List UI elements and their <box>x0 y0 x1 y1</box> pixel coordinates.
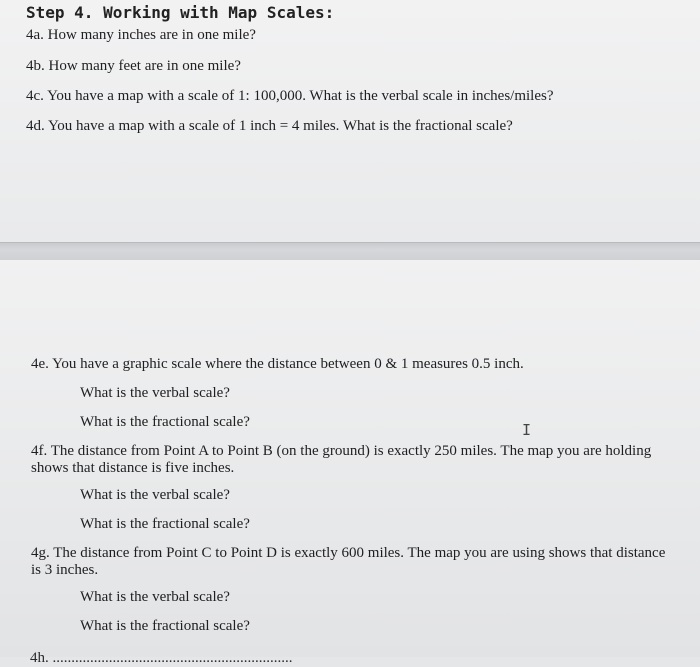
question-4f-verbal: What is the verbal scale? <box>80 487 230 503</box>
question-4b: 4b. How many feet are in one mile? <box>26 58 241 74</box>
question-4f: 4f. The distance from Point A to Point B (on the ground) is exactly 250 miles. The map you are holding shows that distance is five inches. <box>31 443 652 476</box>
question-4d: 4d. You have a map with a scale of 1 inch = 4 miles. What is the fractional scale? <box>26 118 513 134</box>
question-4a: 4a. How many inches are in one mile? <box>26 27 256 43</box>
question-4e-verbal: What is the verbal scale? <box>80 385 230 401</box>
question-4f-fractional: What is the fractional scale? <box>80 516 250 532</box>
panel-divider <box>0 242 700 262</box>
question-4g-verbal: What is the verbal scale? <box>80 589 230 605</box>
cut-off-next-line <box>0 648 700 666</box>
text-cursor-icon: I <box>522 421 532 439</box>
question-4c: 4c. You have a map with a scale of 1: 100,000. What is the verbal scale in inches/miles? <box>26 88 554 104</box>
step-title: Step 4. Working with Map Scales: <box>26 3 335 22</box>
cut-off-text: 4h. ................................................................ <box>30 650 293 666</box>
question-4e-fractional: What is the fractional scale? <box>80 414 250 430</box>
question-4g-fractional: What is the fractional scale? <box>80 618 250 634</box>
question-4e: 4e. You have a graphic scale where the distance between 0 & 1 measures 0.5 inch. <box>31 356 524 372</box>
question-4g: 4g. The distance from Point C to Point D is exactly 600 miles. The map you are using shows that distance is 3 inches. <box>31 545 666 578</box>
